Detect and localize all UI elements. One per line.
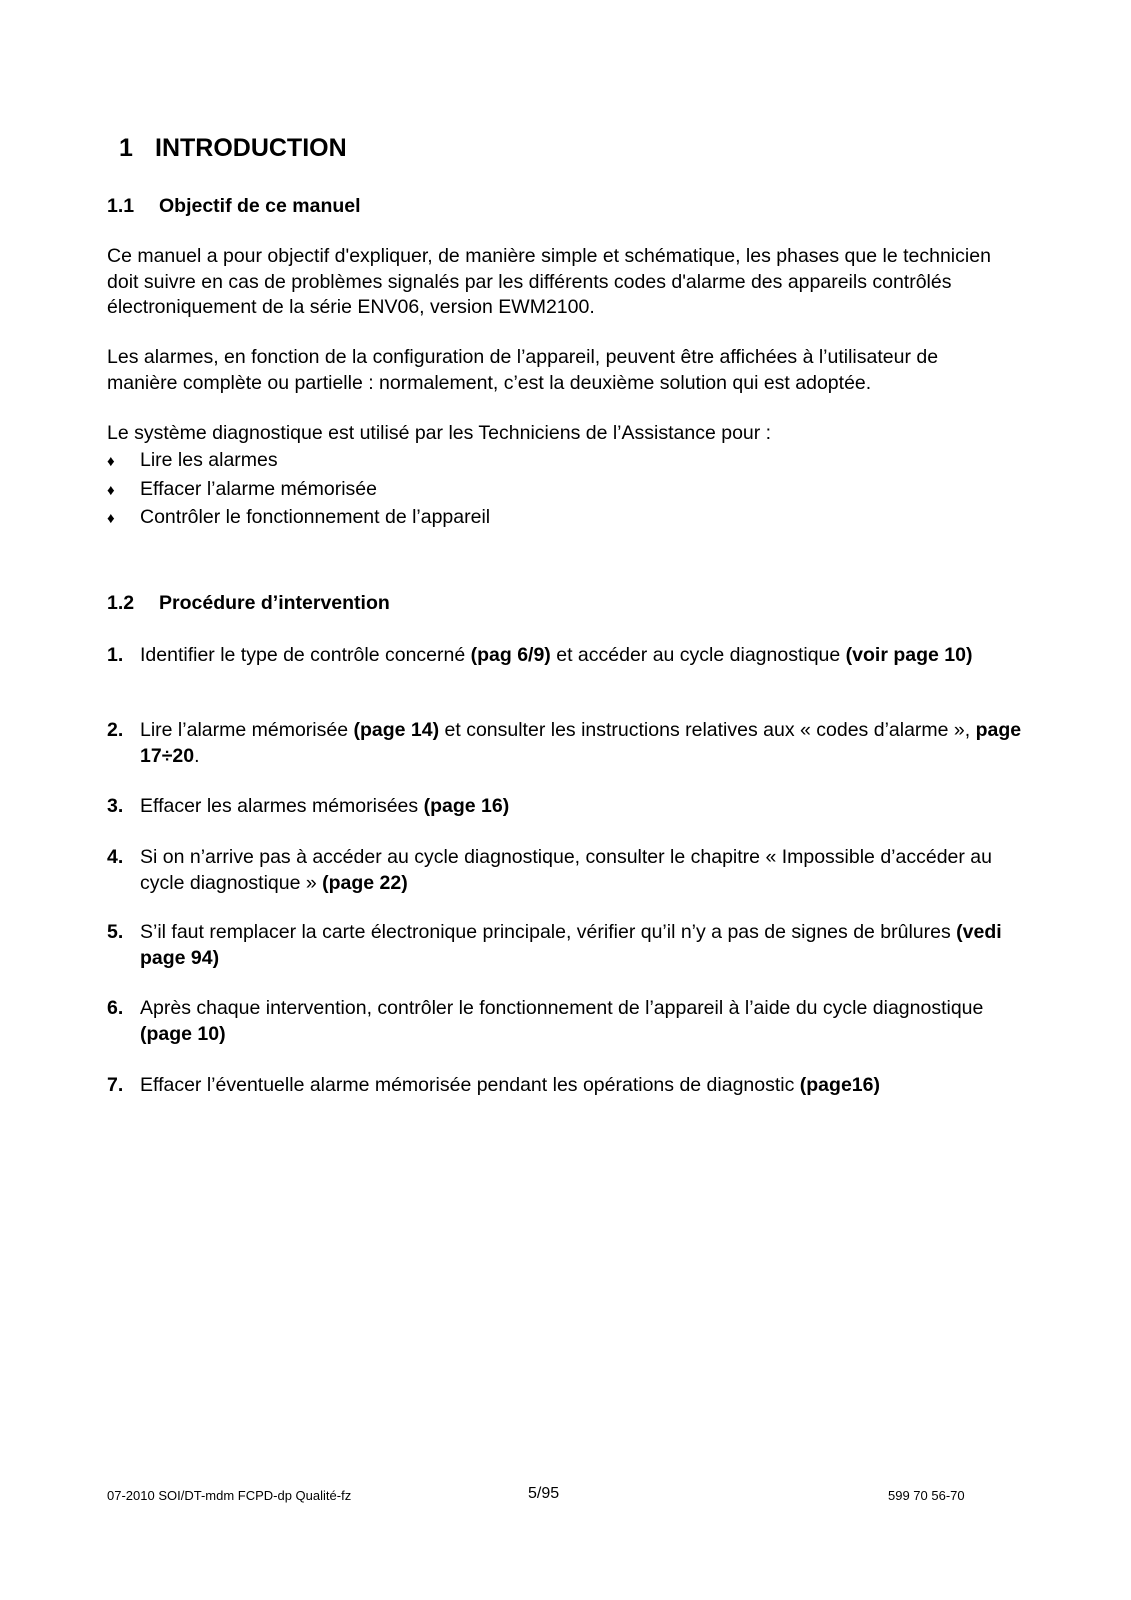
chapter-heading [119,134,347,163]
paragraph-objective: Ce manuel a pour objectif d'expliquer, de manière simple et schématique, les phases que le technicien doit suivre en cas de problèmes signalés par les différents codes d'alarme des appareils contrôlés électroniquement de la série ENV06, version EWM2100. [107,245,991,318]
page-number: 5/95 [528,1485,560,1502]
chapter-title: INTRODUCTION [155,134,347,162]
bullet-text: Contrôler le fonctionnement de l’appareil [140,506,491,528]
item-number: 6. [107,997,124,1019]
diamond-bullet-icon: ♦ [107,453,115,470]
list-item [107,447,490,476]
item-number: 2. [107,719,124,741]
item-text: et consulter les instructions relatives aux « codes d’alarme », [439,719,976,741]
page-reference: (page16) [799,1074,880,1096]
item-text: Si on n’arrive pas à accéder au cycle diagnostique, consulter le chapitre « Impossible d’accéder au cycle diagnostique » [140,846,992,894]
item-text: Effacer l’éventuelle alarme mémorisée pendant les opérations de diagnostic [140,1074,800,1096]
footer-reference: 07-2010 SOI/DT-mdm FCPD-dp Qualité-fz [107,1488,352,1503]
document-code: 599 70 56-70 [888,1488,965,1503]
procedure-item [107,845,1040,896]
page-reference: (page 22) [322,871,408,894]
item-number: 7. [107,1074,124,1096]
page-reference: (voir page 10) [845,644,973,666]
page-reference: (page 14) [353,719,440,741]
bullet-text: Lire les alarmes [140,449,278,471]
item-text: et accéder au cycle diagnostique [550,644,846,666]
item-number: 1. [107,644,124,666]
procedure-item [107,794,1040,820]
procedure-item [107,718,1040,769]
section-title: Procédure d’intervention [159,592,390,614]
bullet-text: Effacer l’alarme mémorisée [140,477,377,500]
section-heading-1-2 [107,592,390,615]
item-number: 4. [107,846,124,868]
section-title: Objectif de ce manuel [159,195,361,217]
procedure-item [107,920,1040,971]
item-text: Après chaque intervention, contrôler le fonctionnement de l’appareil à l’aide du cycle diagnostique [140,997,984,1019]
item-text: Identifier le type de contrôle concerné [140,644,471,666]
page-reference: (page 16) [423,795,510,817]
item-text: S’il faut remplacer la carte électronique principale, vérifier qu’il n’y a pas de signes de brûlures [140,921,957,943]
list-item [107,476,490,505]
bullet-list [107,447,490,533]
paragraph-alarms: Les alarmes, en fonction de la configuration de l’appareil, peuvent être affichées à l’utilisateur de manière complète ou partielle : normalement, c’est la deuxième solution qui est adoptée. [107,346,939,394]
item-text: Lire l’alarme mémorisée [140,719,354,741]
item-number: 5. [107,921,124,943]
diamond-bullet-icon: ♦ [107,510,115,527]
page-reference: (pag 6/9) [470,644,551,666]
item-text: Effacer les alarmes mémorisées [140,795,424,817]
page-reference: (page 10) [140,1022,226,1045]
procedure-item [107,1073,1040,1099]
page-reference: (vedi page 94) [140,921,1002,969]
item-text: . [194,744,200,767]
item-number: 3. [107,795,124,817]
list-item [107,504,490,533]
paragraph-diagnostic: Le système diagnostique est utilisé par les Techniciens de l’Assistance pour : [107,422,772,444]
section-heading-1-1 [107,195,361,218]
section-number: 1.1 [107,195,135,217]
diamond-bullet-icon: ♦ [107,481,115,499]
procedure-item [107,996,1040,1047]
chapter-number: 1 [119,134,133,162]
page-reference: page 17÷20 [140,719,1022,767]
procedure-item [107,643,1040,669]
section-number: 1.2 [107,592,135,614]
